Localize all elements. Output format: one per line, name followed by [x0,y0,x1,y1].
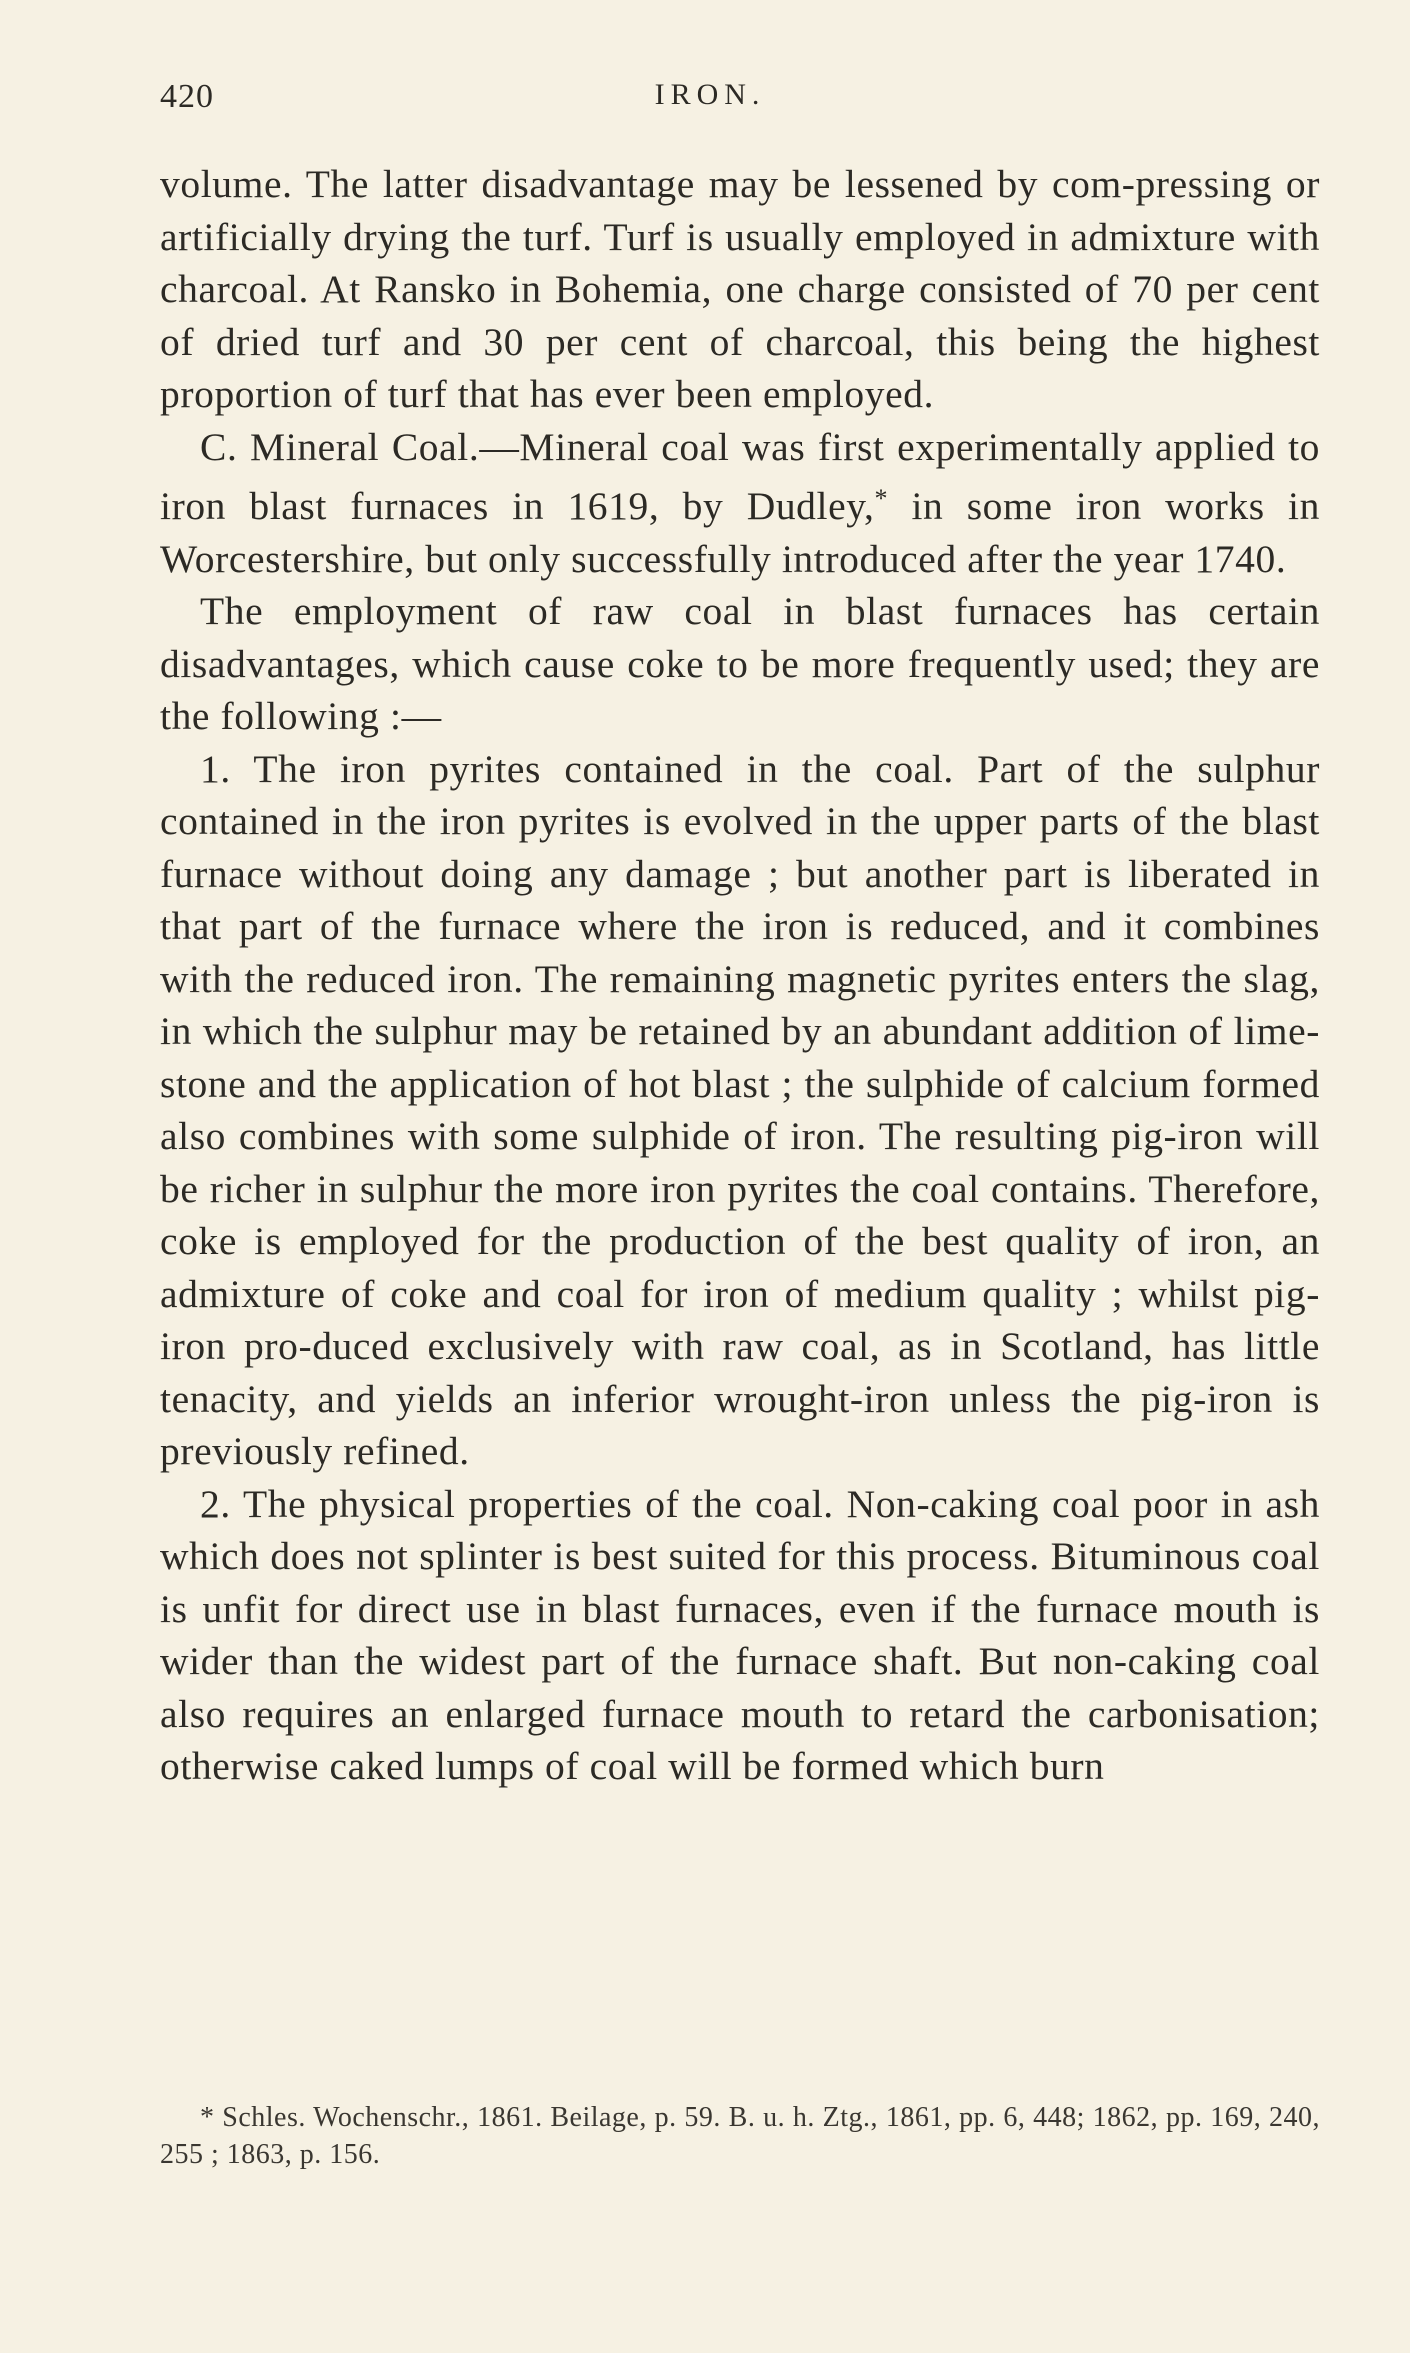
paragraph-turf: volume. The latter disadvantage may be lessened by com-pressing or artificially drying the turf. Turf is usually employed in admixture with charcoal. At Ransko in Bohemia, one charge consisted of 70 per cent of dried turf and 30 per cent of charcoal, this being the highest proportion of turf that has ever been employed. [160,162,1320,416]
footnotes [160,2099,1320,2173]
footnote-text: Schles. Wochenschr., 1861. Beilage, p. 59. B. u. h. Ztg., 1861, pp. 6, 448; 1862, pp. 169, 240, 255 ; 1863, p. 156. [160,2102,1320,2170]
paragraph-iron-pyrites: 1. The iron pyrites contained in the coal. Part of the sulphur contained in the iron pyrites is evolved in the upper parts of the blast furnace without doing any damage ; but another part is liberated in that part of the furnace where the iron is reduced, and it combines with the reduced iron. The remaining magnetic pyrites enters the slag, in which the sulphur may be retained by an abundant addition of lime-stone and the application of hot blast ; the sulphide of calcium formed also combines with some sulphide of iron. The resulting pig-iron will be richer in sulphur the more iron pyrites the coal contains. Therefore, coke is employed for the production of the best quality of iron, an admixture of coke and coal for iron of medium quality ; whilst pig-iron pro-duced exclusively with raw coal, as in Scotland, has little tenacity, and yields an inferior wrought-iron unless the pig-iron is previously refined. [160,746,1320,1473]
footnote [160,2099,1320,2173]
paragraph-mineral-coal [160,421,1320,586]
footnote-marker: * [200,2102,215,2133]
page-number: 420 [160,78,214,115]
footnote-reference: * [874,484,889,513]
page-header [160,78,1260,122]
body-text [160,158,1320,1793]
paragraph-physical-properties: 2. The physical properties of the coal. Non-caking coal poor in ash which does not splinter is best suited for this process. Bituminous coal is unfit for direct use in blast furnaces, even if the furnace mouth is wider than the widest part of the furnace shaft. But non-caking coal also requires an enlarged furnace mouth to retard the carbonisation; otherwise caked lumps of coal will be formed which burn [160,1481,1320,1788]
mineral-coal-text: C. Mineral Coal.—Mineral coal was first experimentally applied to iron blast furnaces in 1619, by Dudley, [160,424,1320,528]
mineral-coal-text-continued: in some iron works in Worcestershire, but only successfully introduced after the year 1740. [160,484,1320,581]
paragraph-disadvantages: The employment of raw coal in blast furnaces has certain disadvantages, which cause coke to be more frequently used; they are the following :— [160,589,1320,738]
running-head: IRON. [654,78,766,111]
